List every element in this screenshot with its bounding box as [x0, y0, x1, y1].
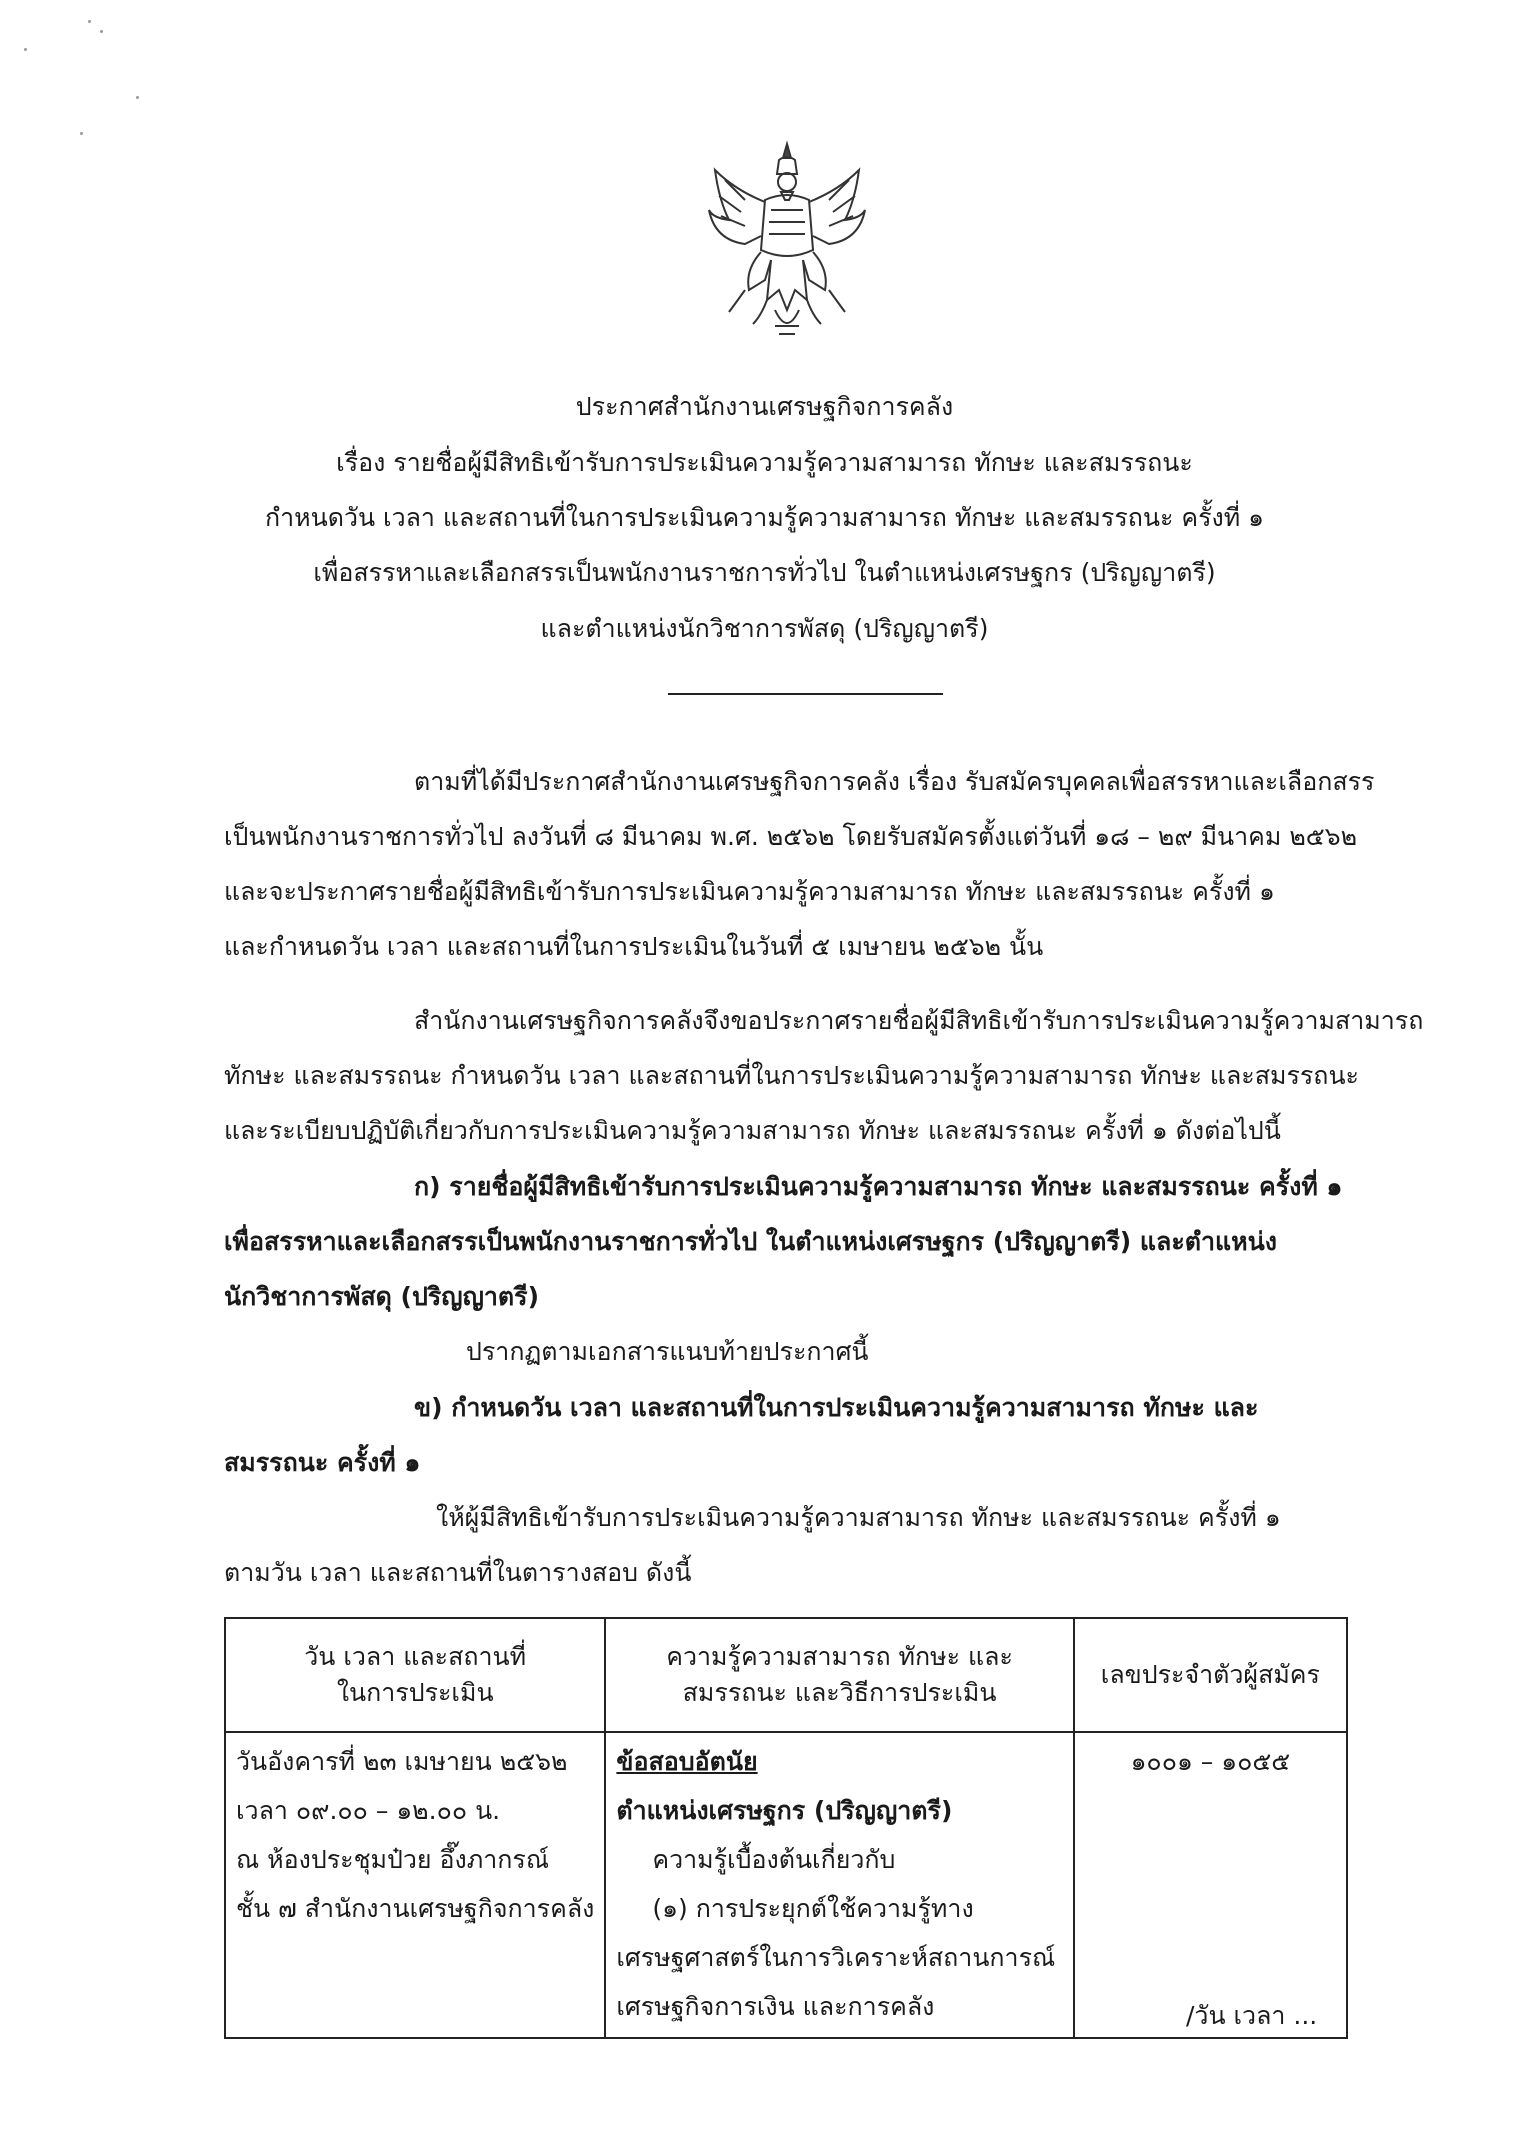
column-header-datetime-place: วัน เวลา และสถานที่ ในการประเมิน	[225, 1618, 605, 1732]
section-a-note: ปรากฏตามเอกสารแนบท้ายประกาศนี้	[466, 1337, 869, 1366]
paragraph-line: และกำหนดวัน เวลา และสถานที่ในการประเมินในวันที่ ๕ เมษายน ๒๕๖๒ นั้น	[224, 932, 1044, 961]
garuda-emblem-icon	[705, 140, 870, 340]
subject-line: เพื่อสรรหาและเลือกสรรเป็นพนักงานราชการทั่วไป ในตำแหน่งเศรษฐกร (ปริญญาตรี)	[313, 558, 1216, 587]
section-a-heading: นักวิชาการพัสดุ (ปริญญาตรี)	[224, 1282, 540, 1311]
table-header-row	[225, 1618, 1347, 1732]
paragraph-line: และระเบียบปฏิบัติเกี่ยวกับการประเมินความรู้ความสามารถ ทักษะ และสมรรถนะ ครั้งที่ ๑ ดังต่อไปนี้	[224, 1116, 1281, 1145]
position-title: ตำแหน่งเศรษฐกร (ปริญญาตรี)	[616, 1796, 953, 1825]
column-header-applicant-id: เลขประจำตัวผู้สมัคร	[1074, 1618, 1347, 1732]
subject-line: เรื่อง รายชื่อผู้มีสิทธิเข้ารับการประเมินความรู้ความสามารถ ทักษะ และสมรรถนะ	[336, 448, 1193, 477]
section-a-heading: เพื่อสรรหาและเลือกสรรเป็นพนักงานราชการทั่วไป ในตำแหน่งเศรษฐกร (ปริญญาตรี) และตำแหน่ง	[224, 1227, 1277, 1256]
section-b-heading: ข) กำหนดวัน เวลา และสถานที่ในการประเมินความรู้ความสามารถ ทักษะ และ	[414, 1393, 1259, 1422]
paragraph-line: และจะประกาศรายชื่อผู้มีสิทธิเข้ารับการประเมินความรู้ความสามารถ ทักษะ และสมรรถนะ ครั้งที่ ๑	[224, 877, 1275, 906]
section-b-heading: สมรรถนะ ครั้งที่ ๑	[224, 1448, 421, 1477]
section-b-note: ให้ผู้มีสิทธิเข้ารับการประเมินความรู้ความสามารถ ทักษะ และสมรรถนะ ครั้งที่ ๑	[436, 1503, 1281, 1532]
scan-speck	[24, 48, 27, 51]
column-header-competency-method: ความรู้ความสามารถ ทักษะ และ สมรรถนะ และวิธีการประเมิน	[605, 1618, 1073, 1732]
page-continuation: /วัน เวลา ...	[1186, 2001, 1318, 2030]
paragraph-line: เป็นพนักงานราชการทั่วไป ลงวันที่ ๘ มีนาคม พ.ศ. ๒๕๖๒ โดยรับสมัครตั้งแต่วันที่ ๑๘ – ๒๙ มีนาคม ๒๕๖๒	[224, 822, 1358, 851]
announcement-title: ประกาศสำนักงานเศรษฐกิจการคลัง	[575, 392, 954, 421]
paragraph-line: ตามที่ได้มีประกาศสำนักงานเศรษฐกิจการคลัง เรื่อง รับสมัครบุคคลเพื่อสรรหาและเลือกสรร	[414, 767, 1375, 796]
scan-speck	[136, 96, 139, 99]
subject-line: กำหนดวัน เวลา และสถานที่ในการประเมินความรู้ความสามารถ ทักษะ และสมรรถนะ ครั้งที่ ๑	[264, 503, 1265, 532]
scan-speck	[88, 20, 91, 23]
section-a-heading: ก) รายชื่อผู้มีสิทธิเข้ารับการประเมินความรู้ความสามารถ ทักษะ และสมรรถนะ ครั้งที่ ๑	[414, 1172, 1343, 1201]
exam-schedule-table	[224, 1617, 1348, 2039]
cell-applicant-ids: ๑๐๐๑ – ๑๐๕๕	[1074, 1732, 1347, 2038]
paragraph-line: ทักษะ และสมรรถนะ กำหนดวัน เวลา และสถานที่ในการประเมินความรู้ความสามารถ ทักษะ และสมรรถนะ	[224, 1061, 1359, 1090]
scan-speck	[80, 132, 83, 135]
section-b-note: ตามวัน เวลา และสถานที่ในตารางสอบ ดังนี้	[224, 1558, 692, 1587]
title-divider	[668, 693, 943, 695]
scan-speck	[100, 30, 103, 33]
cell-datetime-place: วันอังคารที่ ๒๓ เมษายน ๒๕๖๒ เวลา ๐๙.๐๐ – ๑๒.๐๐ น. ณ ห้องประชุมป๋วย อึ๊งภากรณ์ ชั้น ๗ สำนักงานเศรษฐกิจการคลัง	[225, 1732, 605, 2038]
subject-line: และตำแหน่งนักวิชาการพัสดุ (ปริญญาตรี)	[540, 614, 989, 643]
exam-type: ข้อสอบอัตนัย	[616, 1747, 758, 1776]
table-row	[225, 1732, 1347, 2038]
cell-competency-method: ข้อสอบอัตนัย ตำแหน่งเศรษฐกร (ปริญญาตรี) ความรู้เบื้องต้นเกี่ยวกับ (๑) การประยุกต์ใช้ความรู้ทาง เศรษฐศาสตร์ในการวิเคราะห์สถานการณ์ เศรษฐกิจการเงิน และการคลัง	[605, 1732, 1073, 2038]
paragraph-line: สำนักงานเศรษฐกิจการคลังจึงขอประกาศรายชื่อผู้มีสิทธิเข้ารับการประเมินความรู้ความสามารถ	[414, 1006, 1424, 1035]
